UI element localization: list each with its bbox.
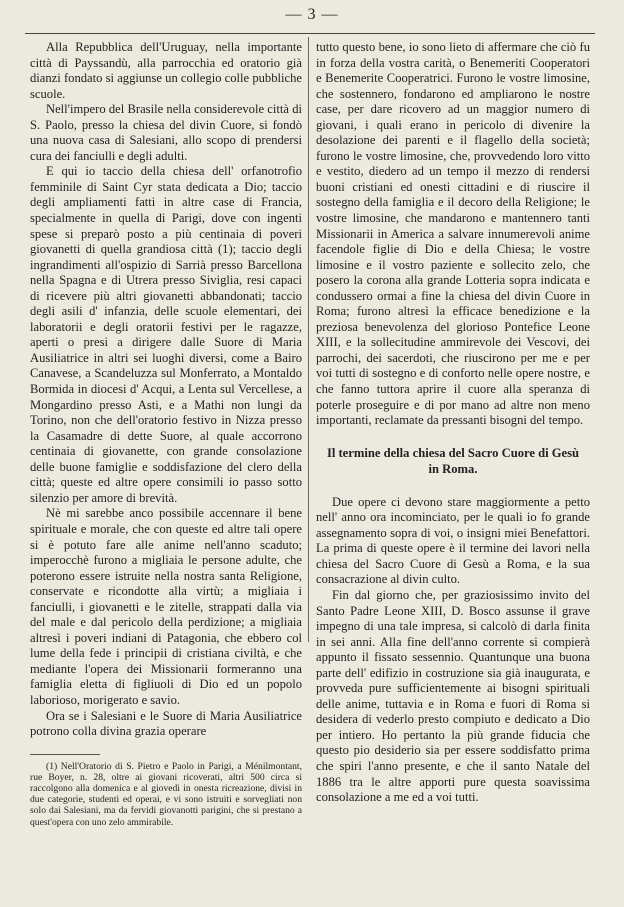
body-paragraph: Ora se i Salesiani e le Suore di Maria Ausiliatrice potrono colla divina grazia operare [30,708,302,739]
section-heading-line-2: in Roma. [428,461,478,476]
body-paragraph: tutto questo bene, io sono lieto di affermare che ciò fu in forza della vostra carità, o Benemeriti Cooperatori e Benemerite Cooperatrici. Furono le vostre limosine, che sostennero, fondarono ed ampliarono le nostre case, per dare ricovero ad un maggior numero di giovani, i quali erano in pericolo di divenire la desolazione dei parenti e il flagello della società; furono le vostre limosine, che, provvedendo loro vitto e vestito, diedero ad un tempo il mezzo di rendersi buoni cristiani ed onesti cittadini e di riuscire il sostegno della famiglia e il decoro della Religione; le vostre limosine, che mandarono e mantennero tanti Missionarii in America a salvare innumerevoli anime facendole figlie di Dio e della Chiesa; le vostre limosine e il vostro paziente e sollecito zelo, che posero la corona alla grande Lotteria sopra indicata e condussero ormai a fine la chiesa del divin Cuore in Roma; furono altresì la efficace benedizione e la preziosa benevolenza del glorioso Pontefice Leone XIII, e la sollecitudine ammirevole dei Vescovi, dei parrochi, dei sacerdoti, che riuscirono per me e per voi tutti di sostegno e di conforto nelle opere nostre, e che fanno tuttora aprire il cuore alla speranza di poterle proseguire e di por mano ad altre non meno importanti, reclamate da pressanti bisogni del tempo. [316,40,590,428]
body-paragraph: E qui io taccio della chiesa dell' orfanotrofio femminile di Saint Cyr stata dedicata a Dio; taccio degli ampliamenti fatti in altre case di Francia, specialmente in quella di Parigi, dove con ingenti spese si preparò posto a più centinaia di poveri giovanetti di quella grandiosa città (1); taccio degli ingrandimenti all'ospizio di Sarrià presso Barcellona nella Spagna e di Utrera presso Siviglia, resi capaci di ricevere più altri giovanetti abbandonati; taccio degli asili d' infanzia, delle scuole elementari, dei laboratorii e degli oratorii festivi per le ragazze, aperti o presi a dirigere dalle Suore di Maria Ausiliatrice in altri sei luoghi diversi, come a Bairo Canavese, a Scandeluzza sul Monferrato, a Montaldo Bormida in diocesi d' Acqui, a Lenta sul Vercellese, a Mongardino presso Asti, e a Mathi non lungi da Torino, non che dell'oratorio festivo in Nizza presso la Casamadre di dette Suore, al quale accorrono centinaia di giovanette, con grande consolazione delle buone famiglie e soddisfazione del clero della città; queste ed altre opere consimili io passo sotto silenzio per amore di brevità. [30,164,302,505]
body-paragraph: Alla Repubblica dell'Uruguay, nella importante città di Payssandù, alla parrocchia ed oratorio già dianzi fondato si aggiunse un collegio colle pubbliche scuole. [30,40,302,101]
section-heading [316,445,590,477]
body-paragraph: Fin dal giorno che, per graziosissimo invito del Santo Padre Leone XIII, D. Bosco assunse il grave impegno di una tale impresa, si calcolò di darla finita in sei anni. Alla fine dell'anno corrente si compierà appunto il fissato sessennio. Quantunque una buona parte dell' edifizio in costruzione sia già inaugurata, e provveda pure sufficientemente ai bisogni spirituali delle anime, tuttavia e in Roma e fuori di Roma si desidera di vederlo presto compiuto e dedicato a Dio per intiero. Ho pertanto la più grande fiducia che questo pio desiderio sia per essere soddisfatto prima che spiri l'anno presente, e che il santo Natale del 1886 tra le altre apporti pure questa soavissima consolazione a me ed a voi tutti. [316,587,590,805]
right-column [316,40,590,806]
body-paragraph: Nè mi sarebbe anco possibile accennare il bene spirituale e morale, che con queste ed altre tali opere si è potuto fare alle anime nell'anno scaduto; imperocchè furono a migliaia le persone adulte, che poterono essere istruite nella nostra santa Religione, conservate e ricondotte alla virtù; a migliaia i fanciulli, i giovanetti e le zitelle, strappati dalla via del male e dal pericolo della perdizione; a migliaia altresì i poveri indiani di Patagonia, che ebbero col lume della fede i principii di cristiana civiltà, e che mediante l'opera dei Missionarii formeranno una famiglia eletta di figliuoli di Dio ed un popolo laborioso, morigerato e savio. [30,506,302,707]
column-separator [308,37,309,642]
section-heading-line-1: Il termine della chiesa del Sacro Cuore di Gesù [326,445,580,460]
header-rule [25,33,595,34]
body-paragraph: Due opere ci devono stare maggiormente a petto nell' anno ora incominciato, per le quali io fo grande assegnamento sopra di voi, o insigni miei Benefattori. La prima di queste opere è il termine dei lavori nella chiesa del Sacro Cuore di Gesù a Roma, e la sua consacrazione al divin culto. [316,494,590,587]
left-column [30,40,302,828]
footnote-rule [30,754,100,755]
footnote: (1) Nell'Oratorio di S. Pietro e Paolo in Parigi, a Ménilmontant, rue Boyer, n. 28, oltre ai giovani ricoverati, altri 500 circa si raccolgono alla domenica e al giovedì in onesta ricreazione, divisi in due categorie, studenti ed operai, e vi sono istruiti e sorvegliati non solo dai Salesiani, ma da fervidi giovanotti parigini, che si prestano a quest'opera con uno zelo ammirabile. [30,760,302,828]
body-paragraph: Nell'impero del Brasile nella considerevole città di S. Paolo, presso la chiesa del divin Cuore, si fondò una nuova casa di Salesiani, allo scopo di prendersi cura dei fanciulli e degli adulti. [30,102,302,163]
page-number: — 3 — [285,6,339,23]
